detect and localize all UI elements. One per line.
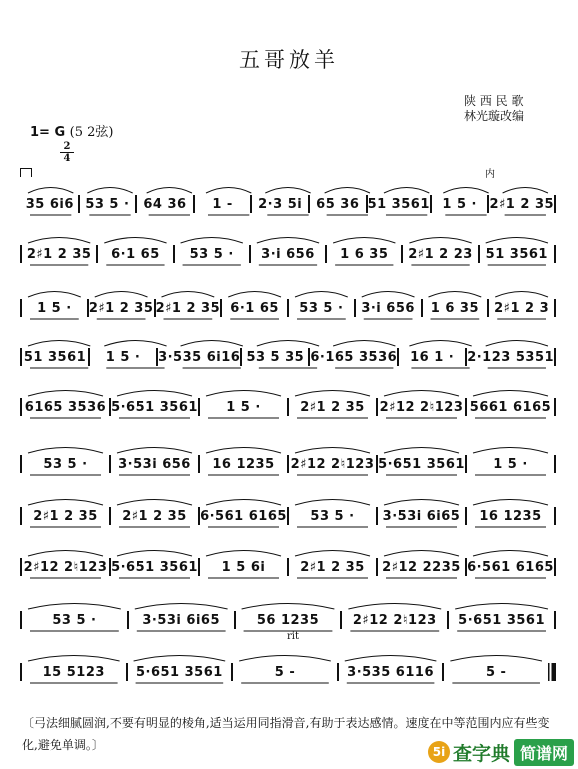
measure: 6·1 65 — [111, 246, 160, 262]
score-row — [20, 178, 556, 226]
slur — [28, 448, 103, 454]
slur — [295, 292, 348, 298]
measure: 2♯12 2♮123 — [290, 456, 375, 472]
measure: 2♯1 2 35 — [300, 399, 365, 415]
slur — [345, 656, 437, 662]
slur — [409, 238, 471, 244]
slur — [257, 238, 319, 244]
measure: 3·53i 6i65 — [382, 508, 461, 524]
measure: 2♯12 2235 — [382, 559, 461, 575]
slur — [503, 188, 548, 194]
slur — [265, 188, 310, 194]
score-line — [20, 397, 556, 417]
score-line — [20, 662, 556, 682]
slur — [206, 448, 281, 454]
measure: 5 - — [274, 664, 296, 680]
measure: 5·651 3561 — [111, 559, 198, 575]
slur — [28, 500, 103, 506]
watermark — [378, 735, 578, 769]
measure: 3·i 656 — [261, 246, 315, 262]
slur — [384, 188, 429, 194]
slur — [257, 341, 319, 347]
barline — [554, 611, 556, 629]
slur — [333, 238, 395, 244]
slur — [455, 604, 548, 610]
slur — [495, 292, 548, 298]
measure: 2♯1 2 35 — [88, 300, 154, 316]
slur — [206, 551, 281, 557]
slur — [473, 500, 548, 506]
measure: 51 3561 — [367, 196, 430, 212]
measure: 35 6i6 — [25, 196, 74, 212]
measure: 5·651 3561 — [458, 612, 545, 628]
measure: 16 1235 — [479, 508, 542, 524]
performance-note: 〔弓法细腻圆润,不要有明显的棱角,适当运用同指滑音,有助于表达感情。速度在中等范围内应有些变化,避免单调。〕 — [22, 716, 550, 752]
score-line — [20, 557, 556, 577]
measure: 5·651 3561 — [135, 664, 223, 680]
slur — [147, 188, 192, 194]
arranger-label: 林光璇改编 — [464, 109, 525, 123]
slur — [409, 341, 471, 347]
measure: 1 5 · — [442, 196, 477, 212]
slur — [384, 500, 459, 506]
measure: 51 3561 — [23, 349, 87, 365]
score-row — [20, 282, 556, 330]
measure: 2♯1 2 35 — [33, 508, 98, 524]
slur — [206, 391, 281, 397]
measure: 2♯1 2 3 — [494, 300, 550, 316]
measure: 2♯1 2 23 — [408, 246, 473, 262]
down-bow-icon — [20, 168, 32, 177]
slur — [295, 448, 370, 454]
measure: 6·1 65 — [230, 300, 279, 316]
slur — [239, 656, 331, 662]
measure: 5 - — [485, 664, 507, 680]
slur — [384, 391, 459, 397]
measure: 51 3561 — [485, 246, 548, 262]
slur — [181, 238, 243, 244]
measure: 2♯12 2♮123 — [352, 612, 437, 628]
measure: 1 - — [212, 196, 233, 212]
watermark-logo-icon: 5i — [428, 741, 450, 763]
slur — [28, 551, 103, 557]
slur — [28, 238, 90, 244]
measure: 1 6 35 — [430, 300, 479, 316]
barline — [554, 299, 556, 317]
slur — [295, 500, 370, 506]
measure: 3·535 6116 — [347, 664, 434, 680]
measure: 5·651 3561 — [378, 456, 465, 472]
slur — [473, 551, 548, 557]
slur — [28, 604, 121, 610]
slur — [117, 551, 192, 557]
measure: 15 5123 — [42, 664, 105, 680]
score-line — [20, 506, 556, 526]
slur — [362, 292, 415, 298]
measure: 2·3 5i — [258, 196, 303, 212]
measure: 53 5 · — [85, 196, 130, 212]
slur — [28, 292, 81, 298]
slur — [117, 500, 192, 506]
barline — [554, 558, 556, 576]
slur — [117, 391, 192, 397]
score-line — [20, 454, 556, 474]
slur — [95, 292, 148, 298]
slur — [429, 292, 482, 298]
time-top: 2 — [63, 141, 71, 152]
measure: 5661 6165 — [469, 399, 552, 415]
slur — [443, 188, 488, 194]
measure: 2♯1 2 35 — [489, 196, 555, 212]
slur — [384, 448, 459, 454]
key-signature — [30, 121, 114, 140]
slur — [206, 500, 281, 506]
slur — [473, 391, 548, 397]
measure: 3·53i 6i65 — [142, 612, 221, 628]
score-row — [20, 490, 556, 538]
measure: 6·561 6165 — [200, 508, 287, 524]
measure: 53 5 · — [43, 456, 88, 472]
measure: 1 5 · — [493, 456, 528, 472]
measure: 6·165 3536 — [310, 349, 398, 365]
song-title: 五哥放羊 — [239, 48, 339, 72]
score-line — [20, 194, 556, 214]
measure: 2♯1 2 35 — [122, 508, 187, 524]
slur — [295, 551, 370, 557]
measure: 56 1235 — [256, 612, 320, 628]
measure: 6·561 6165 — [467, 559, 554, 575]
slur — [135, 604, 228, 610]
slur — [348, 604, 441, 610]
measure: 53 5 35 — [246, 349, 305, 365]
slur — [295, 391, 370, 397]
score-line — [20, 347, 556, 367]
slur — [242, 604, 335, 610]
slur — [28, 656, 120, 662]
key-main: 1= G — [30, 125, 66, 140]
measure: 16 1 · — [410, 349, 455, 365]
slur — [384, 551, 459, 557]
measure: 2♯1 2 35 — [155, 300, 221, 316]
score-line — [20, 244, 556, 264]
barline — [554, 455, 556, 473]
time-bottom: 4 — [60, 152, 74, 164]
measure: 5·651 3561 — [111, 399, 198, 415]
slur — [28, 391, 103, 397]
slur — [28, 188, 73, 194]
measure: 53 5 · — [189, 246, 234, 262]
score-line — [20, 298, 556, 318]
measure: 3·535 6i16 — [158, 349, 241, 365]
measure: 16 1235 — [212, 456, 275, 472]
measure: 6165 3536 — [24, 399, 107, 415]
measure: 3·53i 656 — [118, 456, 191, 472]
time-signature — [60, 141, 74, 164]
slur — [206, 188, 251, 194]
measure: 2♯1 2 35 — [300, 559, 365, 575]
measure: 2·123 5351 — [467, 349, 555, 365]
measure: 1 6 35 — [340, 246, 389, 262]
slur — [333, 341, 395, 347]
measure: 3·i 656 — [361, 300, 415, 316]
slur — [117, 448, 192, 454]
slur — [486, 341, 548, 347]
measure: 53 5 · — [299, 300, 344, 316]
measure: 1 5 · — [105, 349, 141, 365]
measure: 64 36 — [143, 196, 187, 212]
measure: 1 5 6i — [221, 559, 266, 575]
slur — [228, 292, 281, 298]
slur — [134, 656, 226, 662]
score-row — [20, 228, 556, 276]
measure: 2♯12 2♮123 — [23, 559, 108, 575]
barline — [554, 245, 556, 263]
slur — [28, 341, 90, 347]
measure: 53 5 · — [310, 508, 355, 524]
score-row — [20, 438, 556, 486]
score-row — [20, 541, 556, 589]
score-row — [20, 594, 556, 642]
score-row — [20, 381, 556, 429]
slur — [104, 341, 166, 347]
score-row — [20, 331, 556, 379]
measure: 65 36 — [316, 196, 360, 212]
measure: 53 5 · — [52, 612, 97, 628]
string-tuning: (5 2弦) — [69, 125, 114, 140]
barline — [554, 507, 556, 525]
barline — [548, 663, 556, 681]
slur — [104, 238, 166, 244]
credits — [464, 94, 524, 124]
score-row — [20, 646, 556, 694]
annotation-rit: rit — [287, 631, 299, 642]
slur — [450, 656, 542, 662]
barline — [554, 348, 556, 366]
measure: 1 5 · — [37, 300, 72, 316]
slur — [87, 188, 132, 194]
annotation-nei: 内 — [485, 169, 495, 180]
origin-label: 陕 西 民 歌 — [464, 94, 524, 108]
watermark-brand: 查字典 — [452, 742, 510, 765]
slur — [473, 448, 548, 454]
slur — [486, 238, 548, 244]
measure: 2♯1 2 35 — [26, 246, 92, 262]
slur — [181, 341, 243, 347]
score-line — [20, 610, 556, 630]
measure: 1 5 · — [226, 399, 261, 415]
barline — [554, 398, 556, 416]
measure: 2♯12 2♮123 — [379, 399, 464, 415]
slur — [325, 188, 370, 194]
watermark-site: 简谱网 — [514, 739, 574, 766]
barline — [554, 195, 556, 213]
slur — [162, 292, 215, 298]
